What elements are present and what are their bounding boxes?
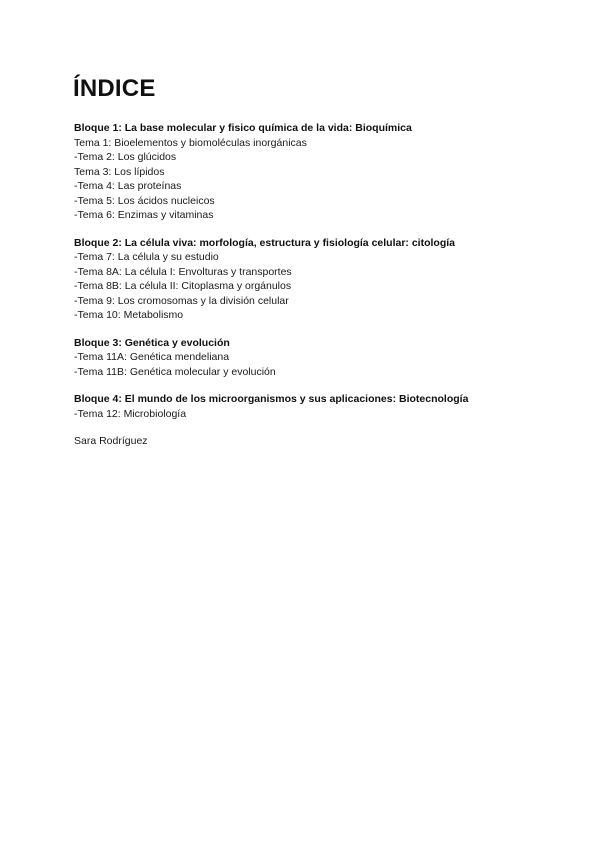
block-4 xyxy=(74,392,574,421)
topic-item: -Tema 12: Microbiología xyxy=(74,407,187,420)
block-heading: Bloque 3: Genética y evolución xyxy=(74,336,230,349)
topic-item: -Tema 6: Enzimas y vitaminas xyxy=(74,209,214,221)
index-content xyxy=(74,121,574,449)
topic-item: -Tema 10: Metabolismo xyxy=(74,309,184,321)
topic-item: -Tema 9: Los cromosomas y la división celular xyxy=(74,294,289,307)
topic-item: -Tema 7: La célula y su estudio xyxy=(74,251,219,263)
topic-item: -Tema 8A: La célula I: Envolturas y transportes xyxy=(74,265,292,278)
block-heading: Bloque 4: El mundo de los microorganismos y sus aplicaciones: Biotecnología xyxy=(74,393,469,405)
topic-item: -Tema 8B: La célula II: Citoplasma y orgánulos xyxy=(74,280,292,292)
topic-item: -Tema 11B: Genética molecular y evolución xyxy=(74,365,276,378)
topic-item: -Tema 2: Los glúcidos xyxy=(74,151,177,163)
block-1 xyxy=(74,121,574,223)
block-heading: Bloque 1: La base molecular y fisico química de la vida: Bioquímica xyxy=(74,122,412,134)
block-3 xyxy=(74,336,574,380)
page-title: ÍNDICE xyxy=(73,75,156,102)
block-2 xyxy=(74,236,574,323)
author-name: Sara Rodríguez xyxy=(74,435,148,447)
topic-item: -Tema 11A: Genética mendeliana xyxy=(74,351,230,363)
topic-item: -Tema 4: Las proteínas xyxy=(74,180,182,192)
topic-item: -Tema 5: Los ácidos nucleicos xyxy=(74,194,215,207)
block-heading: Bloque 2: La célula viva: morfología, estructura y fisiología celular: citología xyxy=(74,236,456,249)
topic-item: Tema 1: Bioelementos y biomoléculas inorgánicas xyxy=(74,136,307,149)
topic-item: Tema 3: Los lípidos xyxy=(74,165,165,178)
